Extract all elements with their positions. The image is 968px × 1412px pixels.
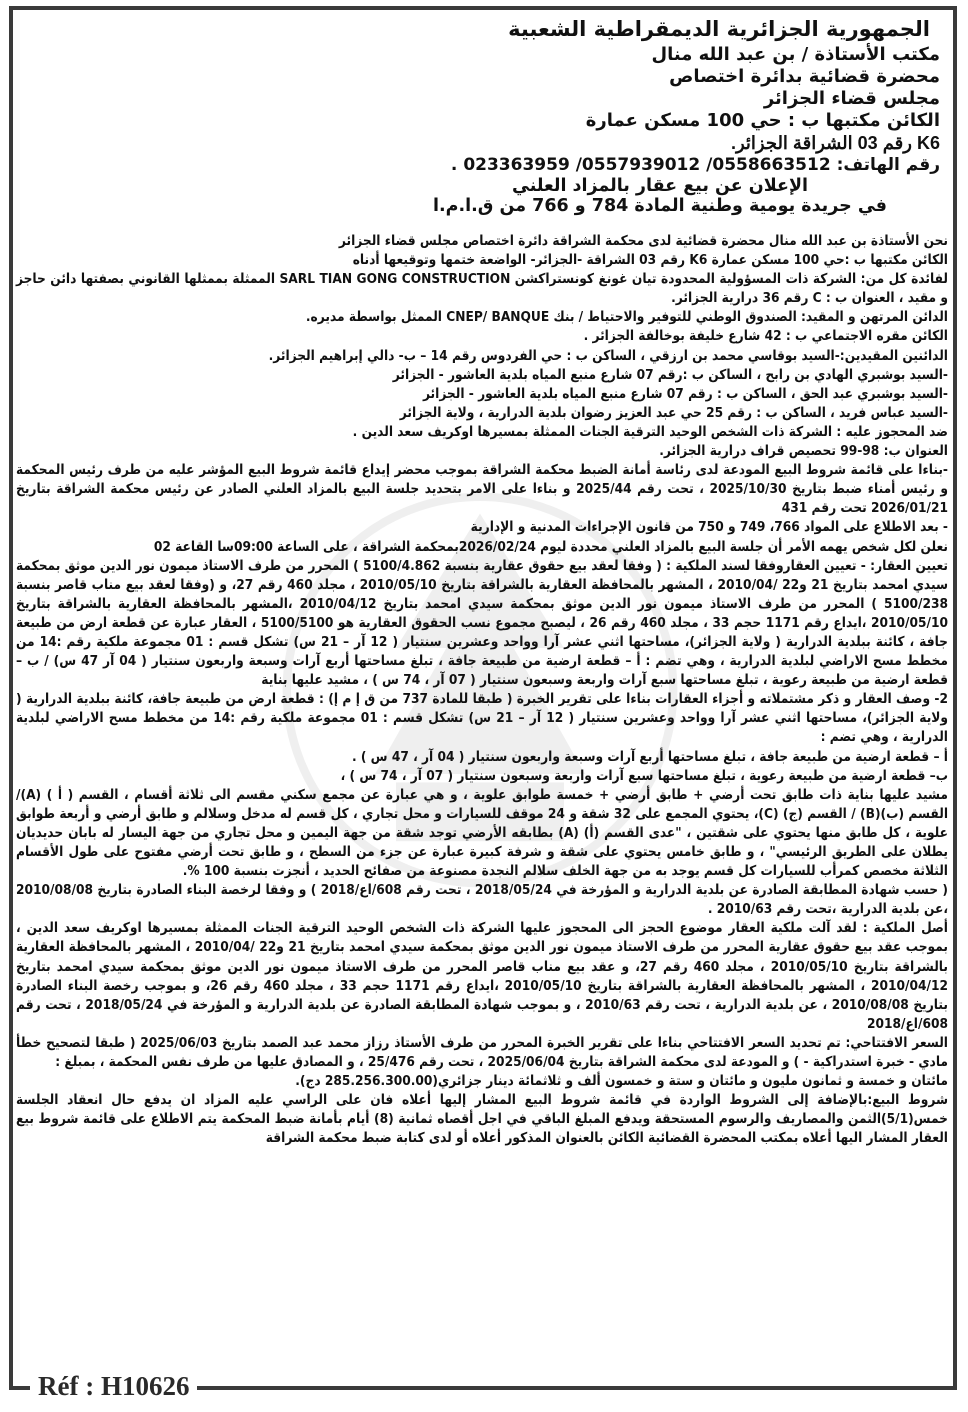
paragraph-sale-conditions: شروط البيع:بالإضافة إلى الشروط الواردة في قائمة شروط البيع المشار إليها أعلاه فان على الراسي عليه المزاد ان يدفع حال انعقاد الجلسة خمس(5/1)الثمن والمصاريف والرسوم المستحقة ويدفع المبلغ الباقي في اجل أقصاه ثمانية (8) أيام بأمانة ضبط المحكمة يتم الاطلاع على قائمة شروط بيع العقار المشار اليها أعلاه بمكتب المحضرة القضائية الكائن بالعنوان المذكور أعلاه أو لدى كتابة ضبط محكمة الشراقة <box>16 1092 948 1147</box>
paragraph-debtor: ضد المحجوز عليه : الشركة ذات الشخص الوحيد الترقية الجنات الممثلة بمسيرها اوكريف سعد الدين . <box>352 423 948 440</box>
paragraph-property-designation: تعيين العقار: - تعيين العقاروفقا لسند الملكية : ( وفقا لعقد بيع حقوق عقارية بنسبة 5100/4.862 ) المحرر من طرف الاستاذ ميمون نور الدين موثق بمحكمة سيدي امحمد بتاريخ 21 و22 /2010/04 ، المشهر بالمحافظة العقارية بالشراقة بتاريخ 2010/05/10 ، مجلد 460 رقم 27، و (وفقا لعقد بيع مناب قاصر بنسبة 5100/238 ) المحرر من طرف الاستاذ ميمون نور الدين موثق بمحكمة سيدي امحمد بتاريخ 2010/04/12 ،المشهر بالمحافظة العقارية بالشراقة بتاريخ 2010/05/10 ،ايداع رقم 1171 حجم 33 ، مجلد 460 رقم 26 ، ليصبح مجموع نسب الحقوق العقارية هو 5100/5100 ، العقار عبارة عن قطعة ارض من طبيعة جافة ، كائنة ببلدية الدرارية ( ولاية الجزائر)، مساحتها اثني عشر آرا وواحد وعشرين سنتيار ( 12 آر – 21 س) تشكل قسم : 01 مجموعة ملكية رقم :14 من مخطط مسح الاراضي لبلدية الدرارية ، وهي تضم : أ – قطعة ارضية من طبيعة جافة ، تبلغ مساحتها أربع آرات وسبعة واربعون سنتيار ( 04 آر 47 س) / ب –قطعة ارضية من طبيعة رعوية ، تبلغ مساحتها سبع آرات واربعة وسبعون سنتيار ( 07 آر ، 74 س ) ، مشيد عليها بناية <box>16 557 949 689</box>
notice-header <box>240 14 940 216</box>
republic-title: الجمهورية الجزائرية الديمقراطية الشعبية <box>508 17 930 41</box>
paragraph-beneficiary: لفائدة كل من: الشركة ذات المسؤولية المحدودة تيان غونغ كونستراكشن SARL TIAN GONG CONSTRUCTION الممثلة بممثلها القانوني بصفتها دائن حاجز و مقيد ، العنوان ب : C رقم 36 درارية الجزائر. <box>16 271 949 307</box>
paragraph-plot-a: أ – قطعة ارضية من طبيعة جافة ، تبلغ مساحتها أربع آرات وسبعة واربعون سنتيار ( 04 آر ، 47 س ) . <box>351 748 948 765</box>
paragraph-debtor-address: العنوان ب: 98-99 تحصيص قراف درارية الجزائر. <box>659 443 948 460</box>
paragraph-conformity-certificate: ( حسب شهادة المطابقة الصادرة عن بلدية الدرارية و المؤرخة في 2018/05/24 ، تحت رقم 608/اع/2018 ) و وفقا لرخصة البناء الصادرة بتاريخ 2010/08/08 ،عن بلدية الدرارية ،تحت رقم 2010/63 . <box>16 882 948 918</box>
paragraph-ownership-origin: أصل الملكية : لقد آلت ملكية العقار موضوع الحجز الى المحجوز عليها الشركة ذات الشخص الوحيد الترقية الجنات الممثلة بمسيرها اوكريف سعد الدين ، بموجب عقد بيع حقوق عقارية المحرر من طرف الاستاذ ميمون نور الدين موثق بمحكمة سيدي امحمد بتاريخ 21 و22 /2010/04 ، المشهر بالمحافظة العقارية بالشراقة بتاريخ 2010/05/10 ، مجلد 460 رقم 27، و عقد بيع مناب قاصر المحرر من طرف الاستاذ ميمون نور الدين موثق بمحكمة سيدي امحمد بتاريخ 2010/04/12 ، المشهر بالمحافظة العقارية بالشراقة بتاريخ 2010/05/10 ،ايداع رقم 1171 حجم 33 ، مجلد 460 رقم 26، و بموجب رخصة البناء الصادرة بتاريخ 2010/08/08 ، عن بلدية الدرارية ، تحت رقم 2010/63 ، و بموجب شهادة المطابقة الصادرة عن بلدية الدرارية و المؤرخة في 2018/05/24 ، تحت رقم 608/اع/2018 <box>16 920 948 1032</box>
paragraph-opening-price: السعر الافتتاحي: تم تحديد السعر الافتتاحي بناءا على تقرير الخبرة المحرر من طرف الأستاذ رزاز محمد عبد الصمد بتاريخ 2025/06/03 ( طبقا لتصحيح خطأ مادي - خبرة استدراكية - ) و المودعة لدى محكمة الشراقة بتاريخ 2025/06/04 ، تحت رقم 25/476 ، و المصادق عليها من طرف نفس المحكمة ، بمبلغ : <box>16 1034 948 1071</box>
announcement-title: الإعلان عن بيع عقار بالمزاد العلني <box>512 176 808 196</box>
paragraph-property-description: 2- وصف العقار و ذكر مشتملاته و أجزاء العقارات بناءا على تقرير الخبرة ( طبقا للمادة 737 من ق إ م إ) : قطعة ارض من طبيعة جافة، كائنة ببلدية الدرارية ( ولاية الجزائر)، مساحتها اثني عشر آرا وواحد وعشرين سنتيار ( 12 آر – 21 س) تشكل قسم : 01 مجموعة ملكية رقم :14 من مخطط مسح الاراضي لبلدية الدرارية ، وهي تضم : <box>16 691 948 746</box>
paragraph-price-amount: مائتان و خمسة و ثمانون مليون و مائتان و ستة و خمسون ألف و ثلاثمائة دينار جزائري(285.256.300.00 دج). <box>295 1073 948 1090</box>
office-line: مجلس قضاء الجزائر <box>763 88 940 109</box>
office-block <box>240 44 940 154</box>
phone-numbers: رقم الهاتف: 0558663512/ 0557939012/ 023363959 . <box>450 155 940 175</box>
paragraph-registered-creditor-4: -السيد عباس فريد ، الساكن ب : رقم 25 حي عبد العزيز رضوان بلدية الدرارية ، ولاية الجزائر <box>399 404 948 421</box>
paragraph-registered-creditor-2: -السيد بوشبري الهادي بن رابح ، الساكن ب :رقم 07 شارع منبع المياه بلدية العاشور - الجزائر <box>392 366 948 383</box>
paragraph-legal-articles: - بعد الاطلاع على المواد 766، 749 و 750 من قانون الإجراءات المدنية و الإدارية <box>470 519 948 536</box>
office-line: K6 رقم 03 الشراقة الجزائر. <box>730 133 940 153</box>
office-line: محضرة قضائية بدائرة اختصاص <box>669 66 940 87</box>
notice-body <box>16 232 948 1149</box>
paragraph-registered-creditor-3: -السيد بوشبري عبد الحق ، الساكن ب : رقم 07 شارع منبع المياه بلدية العاشور - الجزائر <box>422 385 948 402</box>
paragraph-mortgage-creditor: الدائن المرتهن و المقيد: الصندوق الوطني للتوفير والاحتياط / بنك CNEP/ BANQUE الممثل بواسطة مديره. <box>305 309 948 326</box>
paragraph-creditor-hq: الكائن مقره الاجتماعي ب : 42 شارع خليفة بوخالفة الجزائر . <box>583 328 948 345</box>
paragraph-office-address: الكائن مكتبها ب :حي 100 مسكن عمارة K6 رقم 03 الشراقة -الجزائر- الواضعة ختمها وتوقيعها أدناه <box>352 252 948 269</box>
paragraph-plot-b: ب– قطعة ارضية من طبيعة رعوية ، تبلغ مساحتها سبع آرات واربعة وسبعون سنتيار ( 07 آر ، 74 س ) ، <box>340 767 948 784</box>
paragraph-auction-date: نعلن لكل شخص يهمه الأمر أن جلسة البيع بالمزاد العلني محددة ليوم 2026/02/24بمحكمة الشراقة ، على الساعة 09:00سا القاعة 02 <box>153 538 948 555</box>
announcement-subtitle: في جريدة يومية وطنية المادة 784 و 766 من ق.ا.م.ا <box>432 196 888 216</box>
office-line: مكتب الأستاذة / بن عبد الله منال <box>651 44 940 65</box>
paragraph-registered-creditor-1: الدائنين المقيدين:-السيد بوقاسي محمد بن ارزقي ، الساكن ب : حي الفردوس رقم 14 – ب- دالي إبراهيم الجزائر. <box>268 347 948 364</box>
paragraph-conditions-deposit: -بناءا على قائمة شروط البيع المودعة لدى رئاسة أمانة الضبط محكمة الشراقة بموجب محضر إيداع قائمة شروط البيع المؤشر عليه من طرف رئيس المحكمة و رئيس أمناء ضبط بتاريخ 2025/10/30 ، تحت رقم 2025/44 و بناءا على الامر بتحديد جلسة البيع بالمزاد العلني الصادر عن رئيس محكمة الشراقة بتاريخ 2026/01/21 تحت رقم 431 <box>16 462 948 517</box>
paragraph-building-details: مشيد عليها بناية ذات طابق تحت أرضي + طابق أرضي + خمسة طوابق علوية ، و هي عبارة عن مجمع سكني مقسم الى ثلاثة أقسام ، القسم ( أ ) (A)/ القسم (ب)(B) / القسم (ج) (C)، يحتوي المجمع على 32 شقة و 24 موقف للسيارات و محل تجاري ، كل قسم له مدخل وسلالم و طابق أرضي و أربعة طوابق علوية ، كل طابق منها يحتوي على شقتين ، "عدى القسم (أ) (A) بطابقه الأرضي توجد شقة من جهة اليمين و محل تجاري من جهة اليسار له بابان حديديان يطلان على الطريق الرئيسي" ، و طابق خامس يحتوي على شقة و شرفة كبيرة عبارة عن جزء من السطح ، و طابق تحت أرضي مفتوح على طول الأقسام الثلاثة مخصص كمرأب للسيارات كل قسم يوجد به من جهة الخلف سلالم النجدة مصنوعة من صفائح الحديد ، أنجزت بنسبة 100 %. <box>16 786 949 880</box>
reference-code: Réf : H10626 <box>30 1371 197 1401</box>
office-line: الكائن مكتبها ب : حي 100 مسكن عمارة <box>585 110 940 131</box>
paragraph-bailiff-intro: نحن الأستاذة بن عبد الله منال محضرة قضائية لدى محكمة الشراقة دائرة اختصاص مجلس قضاء الجزائر <box>338 233 948 249</box>
